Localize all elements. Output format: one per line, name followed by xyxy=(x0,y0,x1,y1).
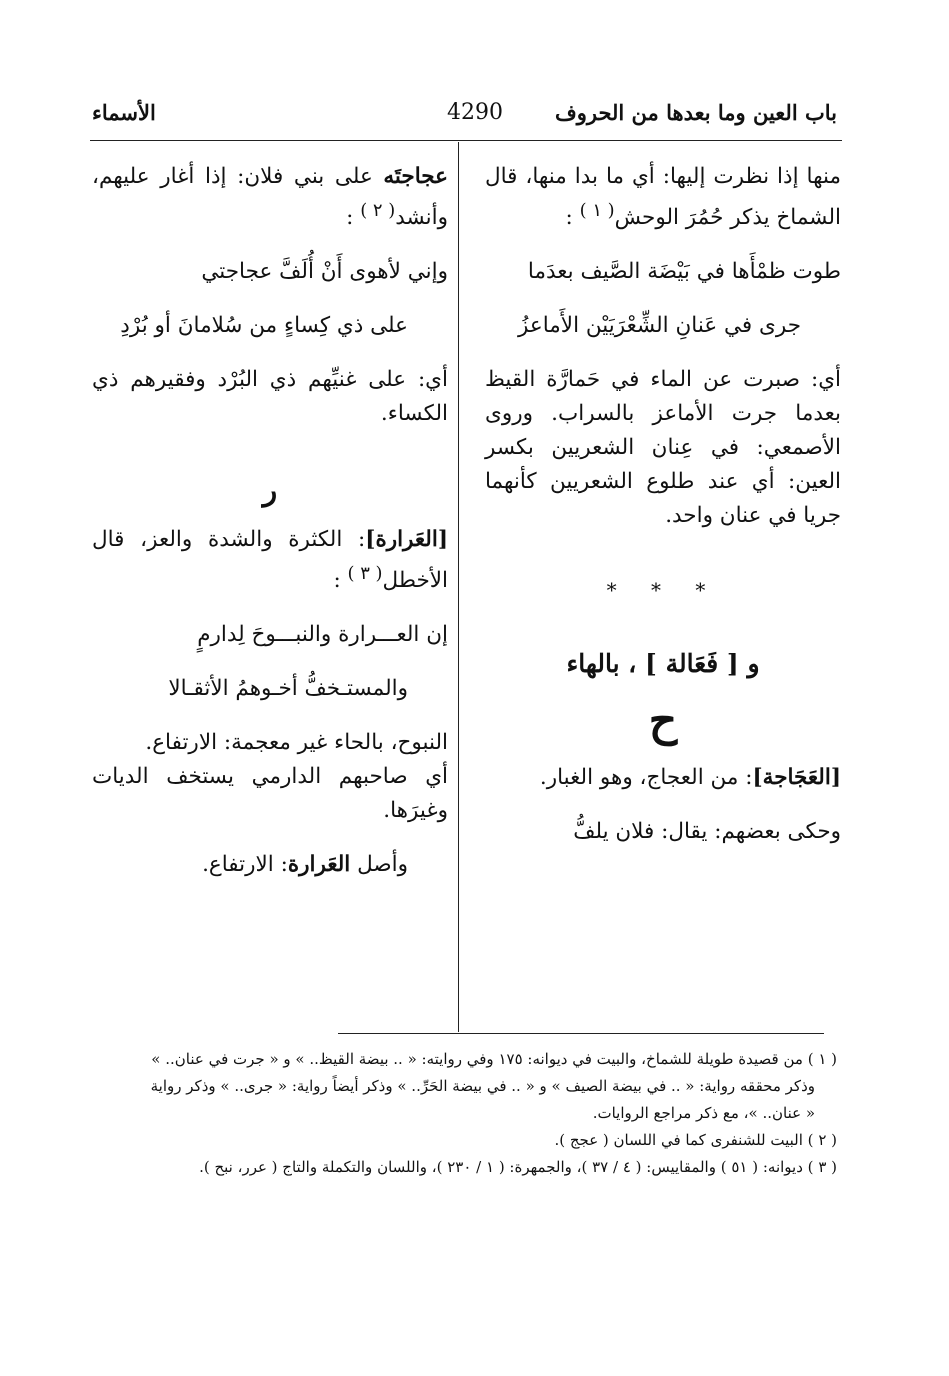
verse-line: جرى في عَنانِ الشِّعْرَيَيْن الأَماعزُ xyxy=(518,313,801,339)
letter-heading: ر xyxy=(262,473,278,509)
continued-colon: : xyxy=(346,205,354,231)
entry-paragraph xyxy=(92,523,448,598)
footnote-1-line: وذكر محققه رواية: « .. في بيضة الصيف » و « .. في بيضة الحَرِّ.. » وذكر أيضاً رواية: « جرى.. » وذكر رواية xyxy=(150,1077,815,1095)
running-header-section: الأسماء xyxy=(92,100,156,125)
footnote-1-line: ( ١ ) من قصيدة طويلة للشماخ، والبيت في ديوانه: ١٧٥ وفي روايته: « .. بيضة القيظ.. » و « جرت في عنان.. » xyxy=(151,1050,837,1068)
intro-paragraph xyxy=(485,160,841,235)
footnotes xyxy=(107,1046,837,1181)
entry-paragraph xyxy=(485,761,841,795)
verse-line: وإني لأهوى أَنْ أُلَفَّ عجاجتي xyxy=(201,259,448,285)
intro-colon: : xyxy=(565,205,573,231)
entry-headword: [العَرارة] xyxy=(365,527,448,553)
explanation-paragraph: أي صاحبهم الدارمي يستخف الديات وغيرَها. xyxy=(92,764,448,824)
continued-text: على بني فلان: إذا أغار عليهم، وأنشد xyxy=(92,164,448,231)
letter-heading: ح xyxy=(648,695,678,747)
explanation-paragraph: أي: على غنيِّهم ذي البُرْد وفقيرهم ذي الكساء. xyxy=(92,367,448,427)
left-column xyxy=(92,160,448,882)
footnote-3: ( ٣ ) ديوانه: ( ٥١ ) والمقاييس: ( ٤ / ٣٧ )، والجمهرة: ( ١ / ٢٣٠ )، واللسان والتكملة والتاج ( عرر، نبح ). xyxy=(199,1158,837,1176)
footnote-ref-2: ( ٢ ) xyxy=(360,200,396,221)
entry-headword: [العَجَاجة] xyxy=(752,765,841,791)
explanation-paragraph: النبوح، بالحاء غير معجمة: الارتفاع. xyxy=(145,730,448,756)
footnote-1-line: « عنان.. »، مع ذكر مراجع الروايات. xyxy=(592,1104,815,1122)
intro-text: منها إذا نظرت إليها: أي ما بدا منها، قال الشماخ يذكر حُمُرَ الوحش xyxy=(485,164,841,231)
closing-sentence xyxy=(92,848,448,882)
closing-headword: العَرارة xyxy=(287,852,351,878)
explanation-paragraph: أي: صبرت عن الماء في حَمارَّة القيظ بعدما جرت الأماعز بالسراب. وروى الأصمعي: في عِنان الشعريين بكسر العين: أي عند طلوع الشعريين كأنهما جريا في عنان واحد. xyxy=(485,367,841,529)
continued-headword: عجاجتَه xyxy=(383,164,448,189)
section-title: و [ فَعَالة ] ، بالهاء xyxy=(566,649,760,679)
entry-continuation: وحكى بعضهم: يقال: فلان يلفُّ xyxy=(573,819,841,845)
entry-definition: : الكثرة والشدة والعز، قال الأخطل xyxy=(92,527,448,594)
verse-line: والمستـخفُّ أخـوهمُ الأثقـالا xyxy=(168,676,408,702)
footnote-2: ( ٢ ) البيت للشنفرى كما في اللسان ( عجج ). xyxy=(554,1131,837,1149)
continued-paragraph xyxy=(92,160,448,235)
right-column xyxy=(485,160,841,849)
closing-text-post: : الارتفاع. xyxy=(202,852,288,878)
section-separator: * * * xyxy=(606,578,720,603)
header-rule xyxy=(90,140,842,141)
verse-line: على ذي كِساءٍ من سُلامانَ أو بُرْدِ xyxy=(120,313,408,339)
verse-line: طوت ظمْأَها في بَيْضَة الصَّيف بعدَما xyxy=(527,259,841,285)
verse-line: إن العـــرارة والنبـــوحَ لِدارمٍ xyxy=(197,622,448,648)
page-number: 4290 xyxy=(447,100,503,125)
column-divider xyxy=(458,142,459,1032)
footnote-ref-1: ( ١ ) xyxy=(579,200,615,221)
closing-text-pre: وأصل xyxy=(357,852,408,878)
entry-colon: : xyxy=(333,568,341,594)
footnote-ref-3: ( ٣ ) xyxy=(347,563,383,585)
running-header-chapter: باب العين وما بعدها من الحروف xyxy=(554,100,837,125)
entry-definition: : من العجاج، وهو الغبار. xyxy=(539,765,753,791)
footnote-rule xyxy=(338,1033,824,1034)
